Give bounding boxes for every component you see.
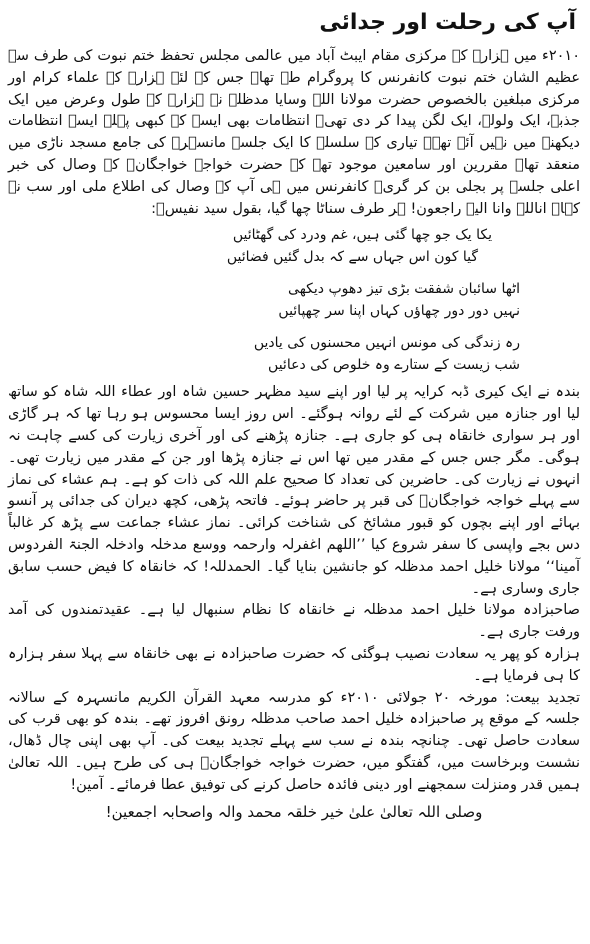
renewal-paragraph: تجدید بیعت: مورخہ ۲۰ جولائی ۲۰۱۰ء کو مدرسہ معہد القرآن الکریم مانسہرہ کے سالانہ جلسہ کے موقع پر صاحبزادہ خلیل احمد صاحب مدظلہ رونق افروز تھے۔ بندہ کو بھی قرب کی سعادت حاصل تھی۔ چنانچہ بندہ نے سب سے پہلے تجدید بیعت کی۔ آپ بھی اپنی چال ڈھال، نشست وبرخاست میں، گفتگو میں، حضرت خواجہ خواجگانؒ ہی کی طرح ہیں۔ اللہ تعالیٰ ہمیں قدر ومنزلت سمجھنے اور دینی فائدہ حاصل کرنے کی توفیق عطا فرمائے۔ آمین!: [8, 689, 580, 793]
poem-verse: شب زیست کے ستارے وہ خلوص کی دعائیں: [268, 357, 520, 374]
poem-verse: رہ زندگی کی مونس انہیں محسنوں کی یادیں: [253, 335, 520, 352]
article-title: آپ کی رحلت اور جدائی: [319, 10, 576, 35]
funeral-paragraph: بندہ نے ایک کیری ڈبہ کرایہ پر لیا اور اپنے سید مظہر حسین شاہ اور عطاء اللہ شاہ کو ساتھ لیا اور جنازہ میں شرکت کے لئے روانہ ہوگئے۔ اس روز ایسا محسوس ہو رہا تھا کہ ہر گاڑی اور ہر سواری خانقاہ ہی کو جاری ہے۔ جنازہ پڑھنے کی اور آخری زیارت کی کسے چاہت نہ ہوگی۔ مگر جس جس کے مقدر میں تھا اس نے جنازہ پڑھا اور جن کے مقدر میں زیارت تھی۔ انہوں نے زیارت کی۔ حاضرین کی تعداد کا صحیح علم اللہ کی ذات کو ہے۔ ہم عشاء کی نماز سے پہلے خواجہ خواجگانؒ کی قبر پر حاضر ہوئے۔ فاتحہ پڑھی، کچھ دیران کی جدائی پر آنسو بہائے اور اپنے بچوں کو قبور مشائخ کی شناخت کرائی۔ نماز عشاء جماعت سے پڑھ کر غالباً دس بجے واپسی کا سفر شروع کیا ’’اللھم اغفرلہ وارحمہ ووسع مدخلہ وادخلہ الجنۃ الفردوس آمینا‘‘ مولانا خلیل احمد مدظلہ کو جانشین بنایا گیا۔ الحمدللہ! کہ خانقاہ کا فیض حسب سابق جاری وساری ہے۔: [8, 384, 580, 597]
closing-prayer: وصلی اللہ تعالیٰ علیٰ خیر خلقہ محمد والہ واصحابہ اجمعین!: [105, 802, 483, 821]
intro-paragraph: ۲۰۱۰ء میں ہزارہ کے مرکزی مقام ایبٹ آباد میں عالمی مجلس تحفظ ختم نبوت کی طرف سے عظیم الشان ختم نبوت کانفرنس کا پروگرام طے تھا۔ جس کے لئے ہزارہ کے علماء کرام اور مرکزی مبلغین بالخصوص حضرت مولانا اللہ وسایا مدظلہ نے ہزارہ کے طول وعرض میں ایک جذبہ، ایک ولولہ، ایک لگن پیدا کر دی تھی۔ انتظامات بھی ایسے کہ کبھی پہلے ایسے انتظامات دیکھنے میں نہیں آئے تھے۔ تیاری کے سلسلہ کا ایک جلسہ مانسہرہ کی جامع مسجد ناڑی میں منعقد تھا۔ مقررین اور سامعین موجود تھے کہ حضرت خواجہ خواجگانؒ کے وصال کی خبر اعلی جلسہ پر بجلی بن کر گری۔ کانفرنس میں ہی آپ کے وصال کی اطلاع ملی اور سب نے کہا۔ اناللہ وانا الیہ راجعون! ہر طرف سناٹا چھا گیا، بقول سید نفیسؒ:: [8, 48, 580, 217]
poem-verse: گیا کون اس جہاں سے کہ بدل گئیں فضائیں: [226, 249, 478, 266]
hazara-paragraph: ہزارہ کو پھر یہ سعادت نصیب ہوگئی کہ حضرت صاحبزادہ نے بھی خانقاہ سے پہلا سفر ہزارہ کا ہی فرمایا ہے۔: [8, 645, 580, 684]
successor-paragraph: صاحبزادہ مولانا خلیل احمد مدظلہ نے خانقاہ کا نظام سنبھال لیا ہے۔ عقیدتمندوں کی آمد ورفت جاری ہے۔: [8, 602, 580, 641]
poem-verse: اٹھا سائبان شفقت بڑی تیز دھوپ دیکھی: [288, 281, 520, 298]
poem-block: [8, 224, 580, 376]
poem-verse: یکا یک جو چھا گئی ہیں، غم ودرد کی گھٹائیں: [232, 227, 492, 244]
poem-verse: نہیں دور دور چھاؤں کہاں اپنا سر چھپائیں: [278, 303, 520, 320]
